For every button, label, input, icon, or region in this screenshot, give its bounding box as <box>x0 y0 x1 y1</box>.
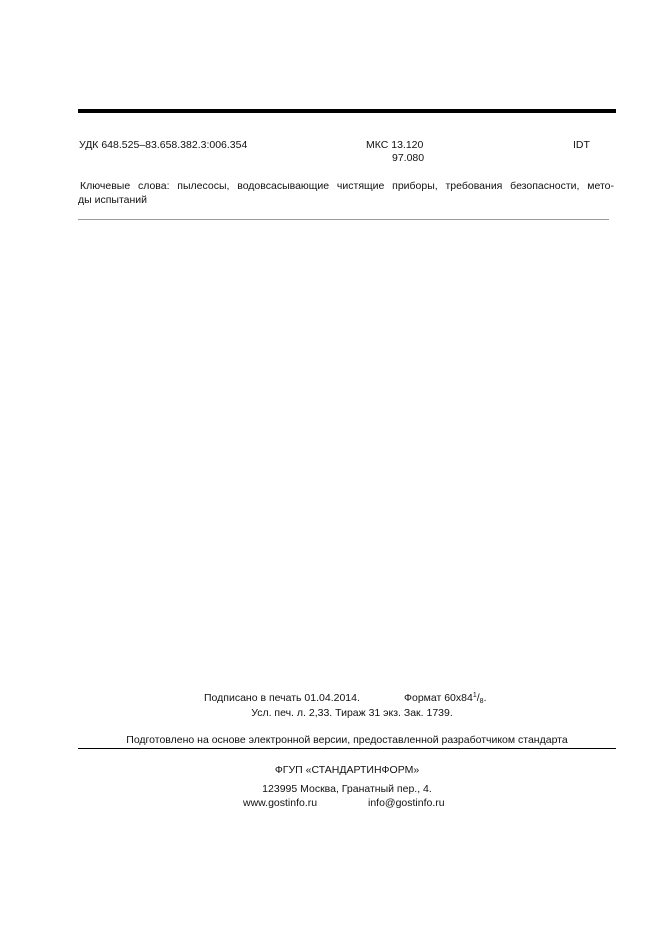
keywords-divider <box>78 219 609 220</box>
keywords-line-2: ды испытаний <box>78 194 147 206</box>
format-numerator: 1 <box>472 692 477 699</box>
prepared-note: Подготовлено на основе электронной версии, предоставленной разработчиком стандарта <box>126 734 568 746</box>
idt-label: IDT <box>573 139 590 151</box>
keywords <box>78 179 614 207</box>
mks-code-1: МКС 13.120 <box>366 139 424 151</box>
keywords-line-1: Ключевые слова: пылесосы, водовсасывающие чистящие приборы, требования безопасности, мето- <box>80 180 614 192</box>
signed-date: Подписано в печать 01.04.2014. <box>204 692 360 704</box>
mks-code-2: 97.080 <box>392 152 425 164</box>
format-denominator: 8 <box>479 698 484 705</box>
udc-code: УДК 648.525–83.658.382.3:006.354 <box>79 139 248 151</box>
format-info: Формат $60x84^1/_8$. <box>404 692 487 705</box>
publisher-email[interactable]: info@gostinfo.ru <box>368 797 445 809</box>
publisher-address: 123995 Москва, Гранатный пер., 4. <box>262 783 432 795</box>
print-info: Усл. печ. л. 2,33. Тираж 31 экз. Зак. 1739. <box>251 707 453 719</box>
format-suffix: . <box>483 692 487 704</box>
publisher-website[interactable]: www.gostinfo.ru <box>243 797 318 809</box>
top-rule <box>78 109 616 113</box>
publisher-name: ФГУП «СТАНДАРТИНФОРМ» <box>274 764 420 776</box>
format-prefix: Формат 60x84 <box>404 692 473 704</box>
publisher-divider <box>78 748 616 749</box>
